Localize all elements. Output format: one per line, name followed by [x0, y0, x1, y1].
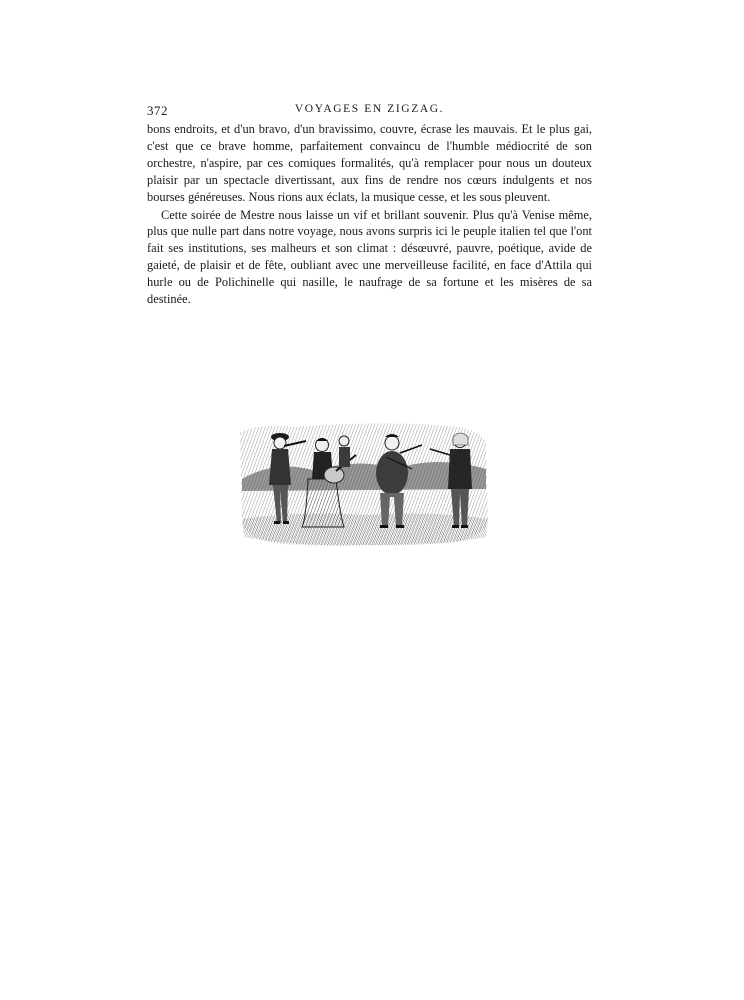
paragraph-mestre: Cette soirée de Mestre nous laisse un vif et brillant souvenir. Plus qu'à Venise même, plus que nulle part dans notre voyage, nous avons surpris ici le peuple italien tel que l'ont fait ses institutions, ses malheurs et son climat : désœuvré, pauvre, poétique, avide de gaieté, de plaisir et de fête, oubliant avec une merveilleuse facilité, en face d'Attila qui hurle ou de Polichinelle qui nasille, le naufrage de sa fortune et les misères de sa destinée. — [147, 207, 592, 307]
body-text — [147, 121, 592, 308]
child-figure — [339, 436, 350, 467]
engraving-svg — [236, 419, 490, 549]
paragraph-continuation: bons endroits, et d'un bravo, d'un bravissimo, couvre, écrase les mauvais. Et le plus gai, c'est que ce brave homme, parfaitement convaincu de l'humble médiocrité de son orchestre, n'aspire, par ces comiques formalités, qu'à remplacer pour nous un douteux plaisir par un spectacle divertissant, aux fins de rendre nos cœurs indulgents et nos bourses généreuses. Nous rions aux éclats, la musique cesse, et les sous pleuvent. — [147, 122, 592, 204]
running-title: VOYAGES EN ZIGZAG. — [294, 103, 445, 115]
running-head — [147, 103, 592, 121]
engraving-street-musicians — [236, 419, 490, 549]
page-number: 372 — [147, 103, 168, 118]
